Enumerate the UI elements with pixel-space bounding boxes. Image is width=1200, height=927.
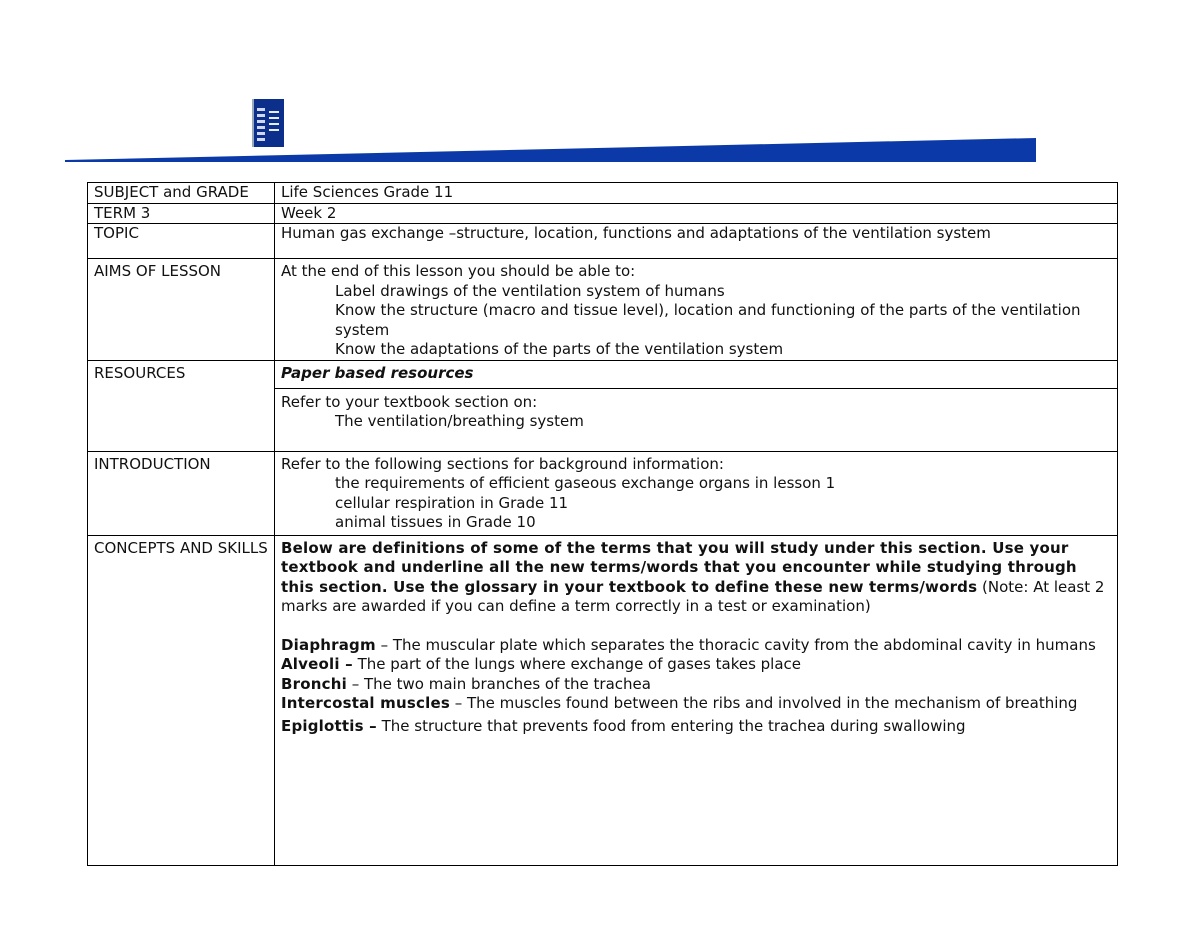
list-item: Alveoli – The part of the lungs where exchange of gases takes place bbox=[281, 655, 802, 673]
row-value: Human gas exchange –structure, location, functions and adaptations of the ventilation system bbox=[275, 224, 1118, 259]
table-row bbox=[88, 224, 1118, 259]
header-band bbox=[0, 0, 1200, 170]
list-item: Know the adaptations of the parts of the ventilation system bbox=[335, 340, 784, 358]
row-label: TOPIC bbox=[88, 224, 275, 259]
concepts-label: CONCEPTS AND SKILLS bbox=[88, 535, 275, 865]
row-value: Week 2 bbox=[275, 203, 1118, 224]
list-item: The ventilation/breathing system bbox=[335, 412, 584, 430]
concepts-row bbox=[88, 535, 1118, 865]
list-item: Epiglottis – The structure that prevents food from entering the trachea during swallowing bbox=[281, 716, 966, 735]
list-item: cellular respiration in Grade 11 bbox=[335, 493, 569, 512]
lesson-plan-table bbox=[87, 182, 1118, 866]
list-item: Bronchi – The two main branches of the trachea bbox=[281, 674, 651, 693]
resources-refer: Refer to your textbook section on: bbox=[281, 392, 538, 411]
aims-label: AIMS OF LESSON bbox=[88, 259, 275, 361]
resources-label: RESOURCES bbox=[88, 360, 275, 451]
resources-heading-cell bbox=[275, 360, 1118, 388]
row-label: SUBJECT and GRADE bbox=[88, 183, 275, 204]
list-item: Diaphragm – The muscular plate which separates the thoracic cavity from the abdominal cavity in humans bbox=[281, 635, 1096, 654]
row-label: TERM 3 bbox=[88, 203, 275, 224]
aims-content bbox=[275, 259, 1118, 361]
table-row bbox=[88, 183, 1118, 204]
aims-row bbox=[88, 259, 1118, 361]
concepts-content bbox=[275, 535, 1118, 865]
introduction-label: INTRODUCTION bbox=[88, 451, 275, 535]
list-item: Intercostal muscles – The muscles found between the ribs and involved in the mechanism of breathing bbox=[281, 694, 1078, 712]
aims-intro: At the end of this lesson you should be able to: bbox=[281, 262, 636, 280]
resources-row bbox=[88, 360, 1118, 388]
header-band-shape bbox=[65, 138, 1036, 162]
concepts-instructions: Below are definitions of some of the terms that you will study under this section. Use your textbook and underline all the new terms/words that you encounter while studying through this section. Use the glossary in your textbook to define these new terms/words (Note: At least 2 marks are awarded if you can define a term correctly in a test or examination) bbox=[281, 538, 1105, 615]
resources-content bbox=[275, 388, 1118, 451]
list-item: animal tissues in Grade 10 bbox=[335, 513, 536, 531]
introduction-row bbox=[88, 451, 1118, 535]
row-value: Life Sciences Grade 11 bbox=[275, 183, 1118, 204]
list-item: Know the structure (macro and tissue level), location and functioning of the parts of the ventilation system bbox=[335, 301, 1081, 339]
list-item: the requirements of efficient gaseous exchange organs in lesson 1 bbox=[335, 474, 836, 492]
list-item: Label drawings of the ventilation system of humans bbox=[335, 281, 725, 300]
table-row bbox=[88, 203, 1118, 224]
introduction-content bbox=[275, 451, 1118, 535]
resources-heading: Paper based resources bbox=[281, 363, 474, 382]
introduction-intro: Refer to the following sections for background information: bbox=[281, 454, 724, 473]
